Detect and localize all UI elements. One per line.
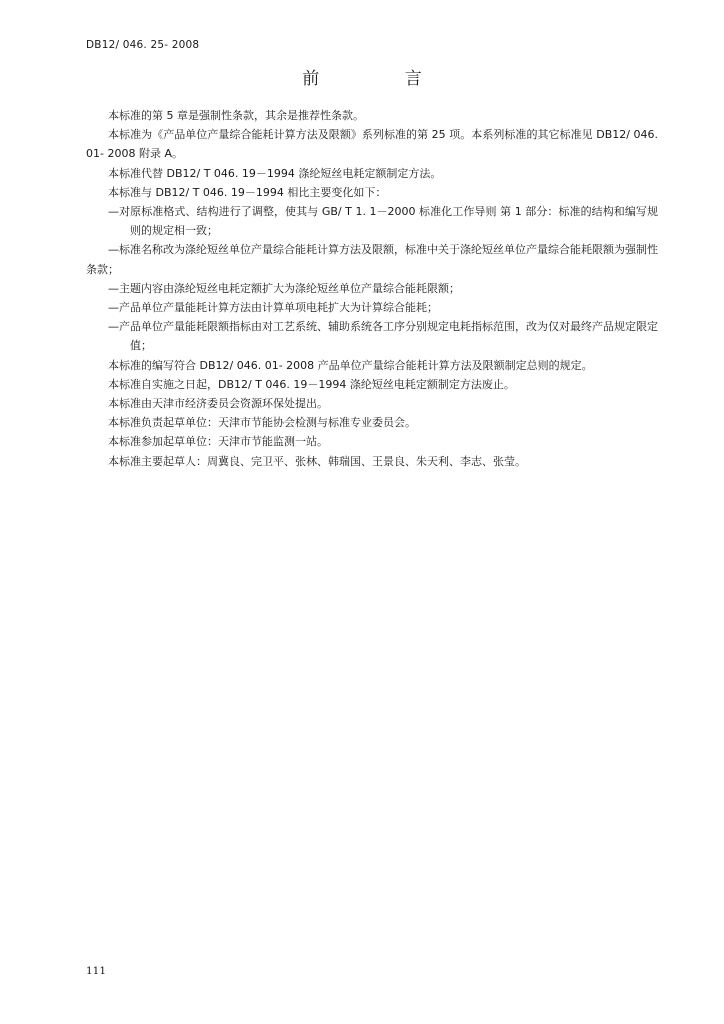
paragraph-mandatory-clause: 本标准的第 5 章是强制性条款，其余是推荐性条款。 bbox=[108, 109, 364, 122]
paragraph-abolish: 本标准自实施之日起，DB12/ T 046. 19－1994 涤纶短丝电耗定额制定方法废止。 bbox=[108, 377, 515, 391]
change-item: —产品单位产量能耗计算方法由计算单项电耗扩大为计算综合能耗； bbox=[108, 301, 438, 315]
page-title: 前 言 bbox=[302, 69, 462, 89]
paragraph-main-drafters: 本标准主要起草人：周冀良、完卫平、张林、韩瑞国、王景良、朱天利、李志、张莹。 bbox=[108, 454, 526, 468]
paragraph-lead-drafter: 本标准负责起草单位：天津市节能协会检测与标准专业委员会。 bbox=[108, 416, 416, 430]
change-item: —主题内容由涤纶短丝电耗定额扩大为涤纶短丝单位产量综合能耗限额； bbox=[108, 281, 460, 295]
foreword-body bbox=[86, 106, 658, 471]
paragraph-replaces: 本标准代替 DB12/ T 046. 19－1994 涤纶短丝电耗定额制定方法。 bbox=[108, 166, 442, 180]
paragraph-compliance: 本标准的编写符合 DB12/ 046. 01- 2008 产品单位产量综合能耗计算方法及限额制定总则的规定。 bbox=[108, 358, 593, 372]
paragraph-participating-drafter: 本标准参加起草单位：天津市节能监测一站。 bbox=[108, 435, 328, 449]
change-item: —产品单位产量能耗限额指标由对工艺系统、辅助系统各工序分别规定电耗指标范围，改为仅对最终产品规定限定值； bbox=[108, 320, 658, 353]
change-item: —标准名称改为涤纶短丝单位产量综合能耗计算方法及限额，标准中关于涤纶短丝单位产量综合能耗限额为强制性条款； bbox=[86, 243, 658, 276]
document-code: DB12/ 046. 25- 2008 bbox=[86, 39, 200, 51]
page-number: 111 bbox=[86, 965, 107, 977]
paragraph-series-info: 本标准为《产品单位产量综合能耗计算方法及限额》系列标准的第 25 项。本系列标准的其它标准见 DB12/ 046. 01- 2008 附录 A。 bbox=[86, 128, 658, 161]
paragraph-changes-intro: 本标准与 DB12/ T 046. 19－1994 相比主要变化如下： bbox=[108, 185, 387, 199]
paragraph-proposer: 本标准由天津市经济委员会资源环保处提出。 bbox=[108, 397, 328, 411]
change-item: —对原标准格式、结构进行了调整，使其与 GB/ T 1. 1－2000 标准化工作导则 第 1 部分：标准的结构和编写规则的规定相一致； bbox=[108, 205, 658, 238]
